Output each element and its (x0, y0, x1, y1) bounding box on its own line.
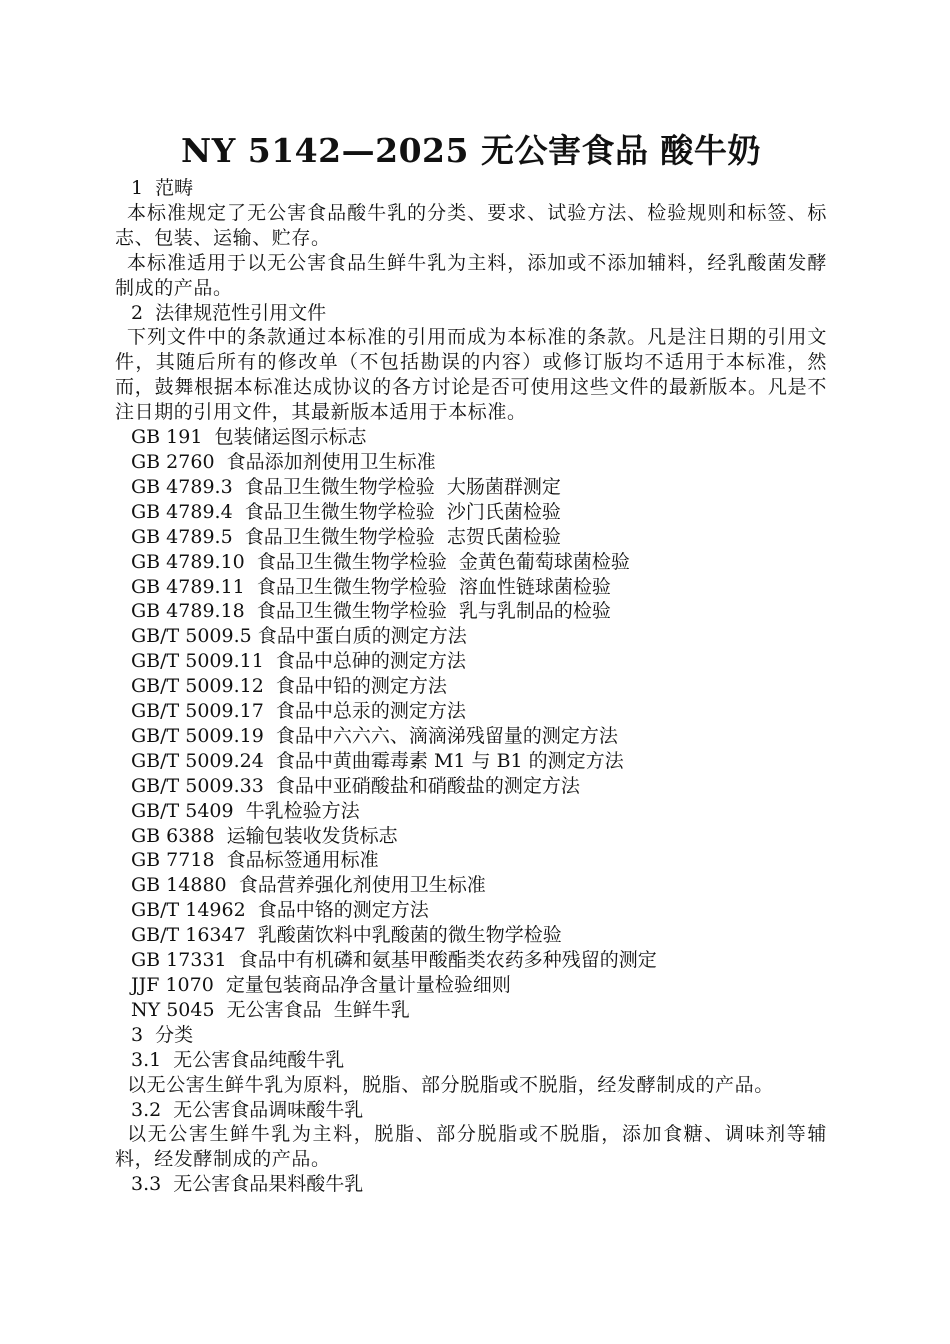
section-3-2-paragraph: 以无公害生鲜牛乳为主料，脱脂、部分脱脂或不脱脂，添加食糖、调味剂等辅料，经发酵制成的产品。 (115, 1123, 827, 1171)
reference-item: GB/T 5009.24 食品中黄曲霉毒素 M1 与 B1 的测定方法 (131, 749, 624, 772)
reference-item: GB 4789.3 食品卫生微生物学检验 大肠菌群测定 (131, 475, 561, 498)
reference-item: GB/T 16347 乳酸菌饮料中乳酸菌的微生物学检验 (131, 924, 562, 947)
reference-item: GB 7718 食品标签通用标准 (131, 849, 379, 872)
reference-item: GB/T 5009.19 食品中六六六、滴滴涕残留量的测定方法 (131, 724, 618, 747)
section-2-paragraph: 下列文件中的条款通过本标准的引用而成为本标准的条款。凡是注日期的引用文件，其随后所有的修改单（不包括勘误的内容）或修订版均不适用于本标准，然而，鼓舞根据本标准达成协议的各方讨论是否可使用这些文件的最新版本。凡是不注日期的引用文件，其最新版本适用于本标准。 (115, 326, 827, 424)
reference-item: GB/T 5009.17 食品中总汞的测定方法 (131, 700, 466, 723)
reference-item: GB 4789.11 食品卫生微生物学检验 溶血性链球菌检验 (131, 575, 611, 598)
section-1-paragraph-2: 本标准适用于以无公害食品生鲜牛乳为主料，添加或不添加辅料，经乳酸菌发酵制成的产品。 (115, 251, 827, 299)
section-1-paragraph-1: 本标准规定了无公害食品酸牛乳的分类、要求、试验方法、检验规则和标签、标志、包装、运输、贮存。 (115, 201, 827, 249)
reference-item: JJF 1070 定量包装商品净含量计量检验细则 (131, 974, 511, 996)
reference-item: NY 5045 无公害食品 生鲜牛乳 (131, 998, 410, 1021)
reference-item: GB 17331 食品中有机磷和氨基甲酸酯类农药多种残留的测定 (131, 949, 657, 972)
reference-item: GB 191 包装储运图示标志 (131, 426, 367, 449)
section-2-heading: 2 法律规范性引用文件 (131, 301, 327, 324)
reference-item: GB/T 5009.11 食品中总砷的测定方法 (131, 650, 466, 673)
document-title: NY 5142—2025 无公害食品 酸牛奶 (181, 131, 761, 170)
reference-item: GB/T 14962 食品中铬的测定方法 (131, 899, 429, 922)
section-3-1-heading: 3.1 无公害食品纯酸牛乳 (131, 1048, 345, 1071)
section-3-2-heading: 3.2 无公害食品调味酸牛乳 (131, 1098, 364, 1121)
section-1-heading: 1 范畴 (131, 177, 194, 199)
reference-item: GB 4789.10 食品卫生微生物学检验 金黄色葡萄球菌检验 (131, 550, 630, 573)
reference-item: GB 2760 食品添加剂使用卫生标准 (131, 450, 436, 473)
reference-item: GB 14880 食品营养强化剂使用卫生标准 (131, 874, 486, 897)
reference-item: GB/T 5409 牛乳检验方法 (131, 799, 360, 822)
document-body (115, 128, 827, 1197)
reference-item: GB/T 5009.33 食品中亚硝酸盐和硝酸盐的测定方法 (131, 774, 580, 797)
reference-item: GB 4789.18 食品卫生微生物学检验 乳与乳制品的检验 (131, 600, 611, 623)
reference-item: GB 6388 运输包装收发货标志 (131, 824, 398, 847)
section-3-heading: 3 分类 (131, 1023, 194, 1046)
reference-item: GB 4789.5 食品卫生微生物学检验 志贺氏菌检验 (131, 525, 561, 548)
reference-item: GB/T 5009.12 食品中铅的测定方法 (131, 675, 447, 698)
section-3-3-heading: 3.3 无公害食品果料酸牛乳 (131, 1173, 364, 1196)
section-3-1-paragraph: 以无公害生鲜牛乳为原料，脱脂、部分脱脂或不脱脂，经发酵制成的产品。 (127, 1073, 774, 1096)
reference-item: GB 4789.4 食品卫生微生物学检验 沙门氏菌检验 (131, 500, 561, 523)
reference-list (115, 425, 827, 1023)
reference-item: GB/T 5009.5 食品中蛋白质的测定方法 (131, 625, 467, 648)
